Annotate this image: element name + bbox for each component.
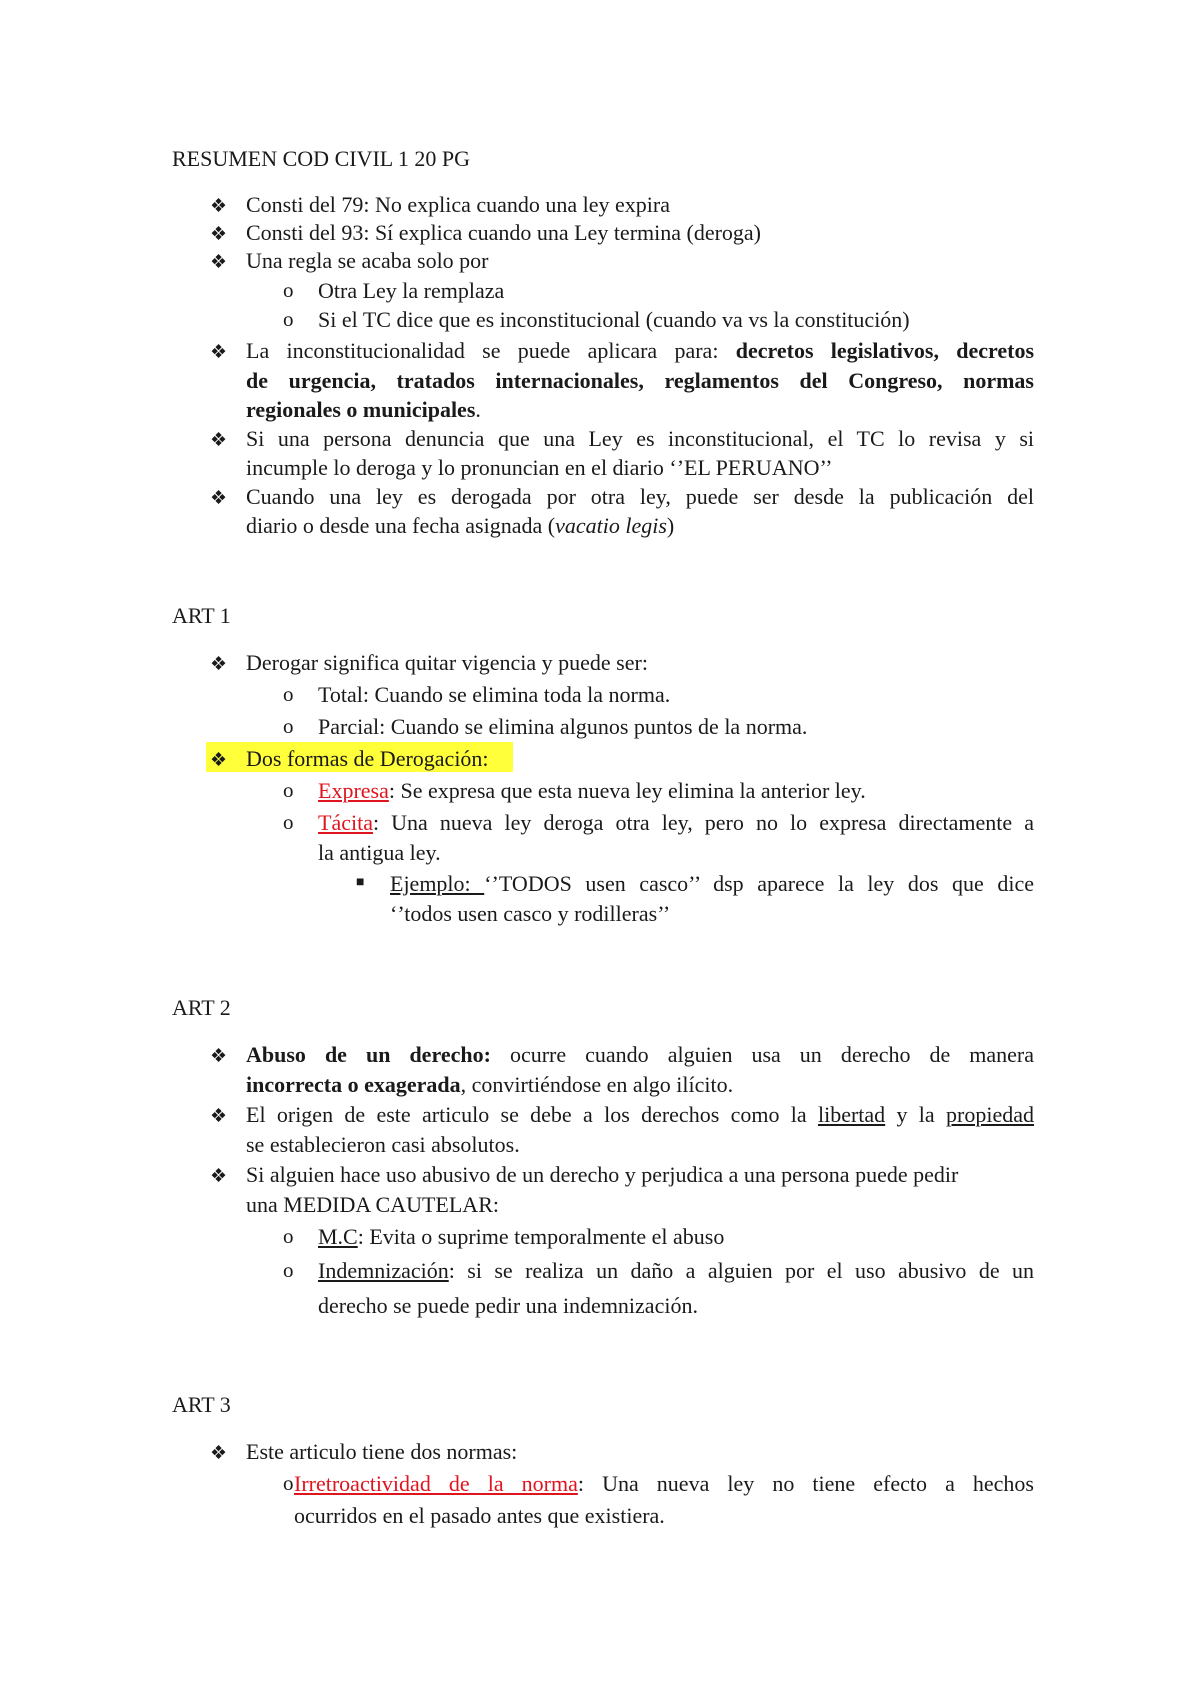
document-title: RESUMEN COD CIVIL 1 20 PG	[172, 146, 471, 171]
circle-bullet-icon: o	[283, 682, 294, 706]
sub-list-item-continuation: la antigua ley.	[318, 840, 441, 865]
list-item-continuation: incorrecta o exagerada, convirtiéndose en algo ilícito.	[246, 1072, 734, 1097]
sub-list-item: M.C: Evita o suprime temporalmente el abuso	[318, 1224, 725, 1249]
circle-bullet-icon: o	[283, 1258, 294, 1282]
sub-list-item-continuation: derecho se puede pedir una indemnización.	[318, 1293, 698, 1318]
list-item-continuation: incumple lo deroga y lo pronuncian en el diario ‘’EL PERUANO’’	[246, 455, 833, 480]
list-item: Si alguien hace uso abusivo de un derecho y perjudica a una persona puede pedir	[246, 1162, 959, 1187]
list-item: Consti del 79: No explica cuando una ley expira	[246, 192, 670, 217]
list-item: La inconstitucionalidad se puede aplicara para: decretos legislativos, decretos	[246, 338, 1035, 363]
list-item-continuation: se establecieron casi absolutos.	[246, 1132, 520, 1157]
section-heading: ART 2	[172, 995, 231, 1020]
sub-list-item: Indemnización: si se realiza un daño a alguien por el uso abusivo de un	[318, 1258, 1034, 1283]
section-heading: ART 1	[172, 603, 231, 628]
list-item-continuation: diario o desde una fecha asignada (vacatio legis)	[246, 513, 675, 538]
diamond-bullet-icon: ❖	[210, 252, 228, 273]
sub-list-item: Expresa: Se expresa que esta nueva ley elimina la anterior ley.	[318, 778, 866, 803]
sub-sub-list-item: Ejemplo: ‘’TODOS usen casco’’ dsp aparece la ley dos que dice	[390, 871, 1035, 896]
sub-sub-list-item-continuation: ‘’todos usen casco y rodilleras’’	[390, 901, 671, 926]
list-item-continuation: de urgencia, tratados internacionales, reglamentos del Congreso, normas	[246, 368, 1034, 393]
diamond-bullet-icon: ❖	[210, 342, 228, 363]
circle-bullet-icon: o	[283, 1471, 294, 1495]
sub-list-item: Tácita: Una nueva ley deroga otra ley, pero no lo expresa directamente a	[318, 810, 1034, 835]
list-item-continuation: una MEDIDA CAUTELAR:	[246, 1192, 499, 1217]
diamond-bullet-icon: ❖	[210, 654, 228, 675]
list-item: El origen de este articulo se debe a los derechos como la libertad y la propiedad	[246, 1102, 1034, 1127]
circle-bullet-icon: o	[283, 810, 294, 834]
sub-list-item: Parcial: Cuando se elimina algunos puntos de la norma.	[318, 714, 808, 739]
list-item-continuation: regionales o municipales.	[246, 397, 481, 422]
diamond-bullet-icon: ❖	[210, 1166, 228, 1187]
square-bullet-icon: ■	[356, 875, 365, 890]
diamond-bullet-icon: ❖	[210, 1106, 228, 1127]
list-item-highlighted: Dos formas de Derogación:	[246, 746, 489, 771]
diamond-bullet-icon: ❖	[210, 196, 228, 217]
sub-list-item: Total: Cuando se elimina toda la norma.	[318, 682, 671, 707]
list-item: Este articulo tiene dos normas:	[246, 1439, 518, 1464]
sub-list-item: Si el TC dice que es inconstitucional (cuando va vs la constitución)	[318, 307, 910, 332]
diamond-bullet-icon: ❖	[210, 430, 228, 451]
section-heading: ART 3	[172, 1392, 231, 1417]
circle-bullet-icon: o	[283, 778, 294, 802]
diamond-bullet-icon: ❖	[210, 750, 228, 771]
sub-list-item: Otra Ley la remplaza	[318, 278, 505, 303]
sub-list-item-continuation: ocurridos en el pasado antes que existiera.	[294, 1503, 665, 1528]
circle-bullet-icon: o	[283, 307, 294, 331]
list-item: Abuso de un derecho: ocurre cuando alguien usa un derecho de manera	[246, 1042, 1034, 1067]
list-item: Consti del 93: Sí explica cuando una Ley termina (deroga)	[246, 220, 762, 245]
list-item: Si una persona denuncia que una Ley es inconstitucional, el TC lo revisa y si	[246, 426, 1034, 451]
circle-bullet-icon: o	[283, 714, 294, 738]
diamond-bullet-icon: ❖	[210, 224, 228, 245]
sub-list-item: Irretroactividad de la norma: Una nueva ley no tiene efecto a hechos	[294, 1471, 1034, 1496]
diamond-bullet-icon: ❖	[210, 1046, 228, 1067]
circle-bullet-icon: o	[283, 1224, 294, 1248]
list-item: Derogar significa quitar vigencia y puede ser:	[246, 650, 648, 675]
list-item: Una regla se acaba solo por	[246, 248, 489, 273]
diamond-bullet-icon: ❖	[210, 488, 228, 509]
list-item: Cuando una ley es derogada por otra ley, puede ser desde la publicación del	[246, 484, 1034, 509]
diamond-bullet-icon: ❖	[210, 1443, 228, 1464]
circle-bullet-icon: o	[283, 278, 294, 302]
